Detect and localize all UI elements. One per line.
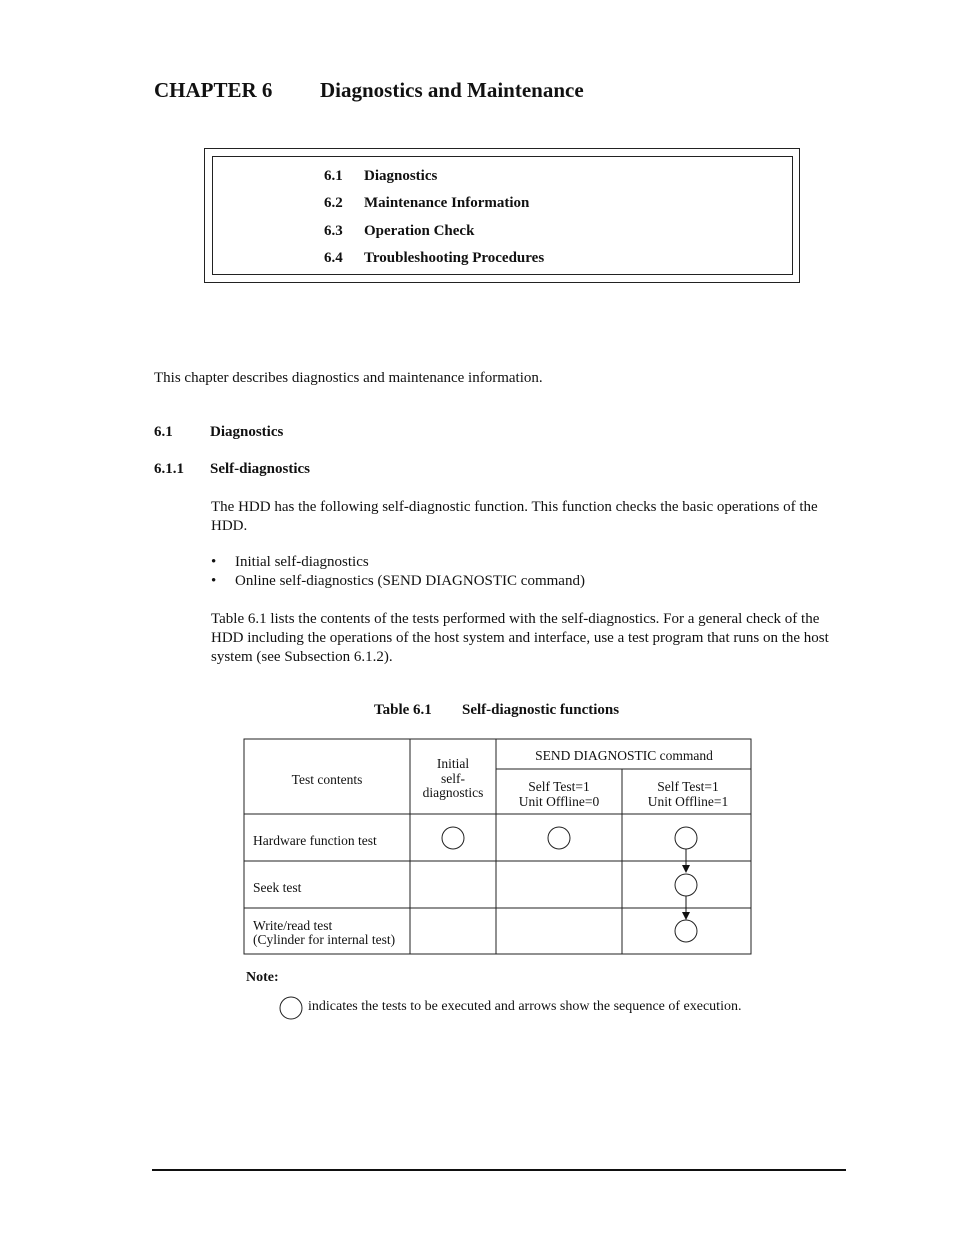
paragraph-table-intro: Table 6.1 lists the contents of the tests performed with the self-diagnostics. For a general check of the HDD including the operations of the host system and interface, use a test program that runs on the host system (see Subsection 6.1.2).: [211, 611, 829, 665]
header-initial-line: self-: [441, 771, 465, 786]
table-caption-title: Self-diagnostic functions: [462, 702, 620, 718]
header-col2-line: Self Test=1: [528, 779, 590, 794]
test-executed-circle-icon: [675, 920, 697, 942]
row-label: Hardware function test: [253, 833, 377, 848]
header-col3-line: Self Test=1: [657, 779, 719, 794]
test-executed-circle-icon: [675, 874, 697, 896]
chapter-title: Diagnostics and Maintenance: [320, 78, 584, 102]
header-col2-line: Unit Offline=0: [518, 794, 600, 809]
toc-item-number: 6.2: [324, 195, 343, 211]
test-executed-circle-icon: [548, 827, 570, 849]
toc-item-label: Troubleshooting Procedures: [364, 250, 545, 266]
header-col3-line: Unit Offline=1: [647, 794, 729, 809]
test-executed-circle-icon: [675, 827, 697, 849]
table-caption-number: Table 6.1: [374, 702, 432, 718]
row-label: Seek test: [253, 880, 302, 895]
header-initial-line: Initial: [436, 756, 470, 771]
footer-rule: [152, 1169, 846, 1171]
list-item-text: Initial self-diagnostics: [235, 554, 369, 570]
toc-item-label: Diagnostics: [364, 168, 438, 184]
row-label: (Cylinder for internal test): [253, 932, 396, 947]
row-label: Write/read test: [253, 918, 333, 933]
toc-item-label: Maintenance Information: [364, 195, 530, 211]
section-title: Diagnostics: [210, 424, 284, 440]
intro-paragraph: This chapter describes diagnostics and maintenance information.: [154, 370, 543, 386]
subsection-number: 6.1.1: [154, 461, 184, 477]
test-executed-circle-icon: [442, 827, 464, 849]
list-item-text: Online self-diagnostics (SEND DIAGNOSTIC command): [235, 573, 585, 589]
toc-item-number: 6.1: [324, 168, 343, 184]
note-text: indicates the tests to be executed and arrows show the sequence of execution.: [308, 999, 742, 1014]
toc-item-label: Operation Check: [364, 223, 475, 239]
section-number: 6.1: [154, 424, 173, 440]
toc-item-number: 6.4: [324, 250, 343, 266]
header-initial-line: diagnostics: [422, 785, 484, 800]
subsection-title: Self-diagnostics: [210, 461, 311, 477]
bullet-icon: •: [211, 554, 217, 570]
paragraph-self-diagnostic-function: The HDD has the following self-diagnostic function. This function checks the basic operations of the HDD.: [211, 499, 818, 534]
chapter-number: CHAPTER 6: [154, 78, 273, 102]
bullet-icon: •: [211, 573, 217, 589]
header-test-contents: Test contents: [291, 772, 363, 787]
legend-circle-icon: [280, 997, 302, 1019]
toc-item-number: 6.3: [324, 223, 343, 239]
header-send-diagnostic: SEND DIAGNOSTIC command: [535, 748, 713, 763]
note-label: Note:: [246, 970, 279, 985]
